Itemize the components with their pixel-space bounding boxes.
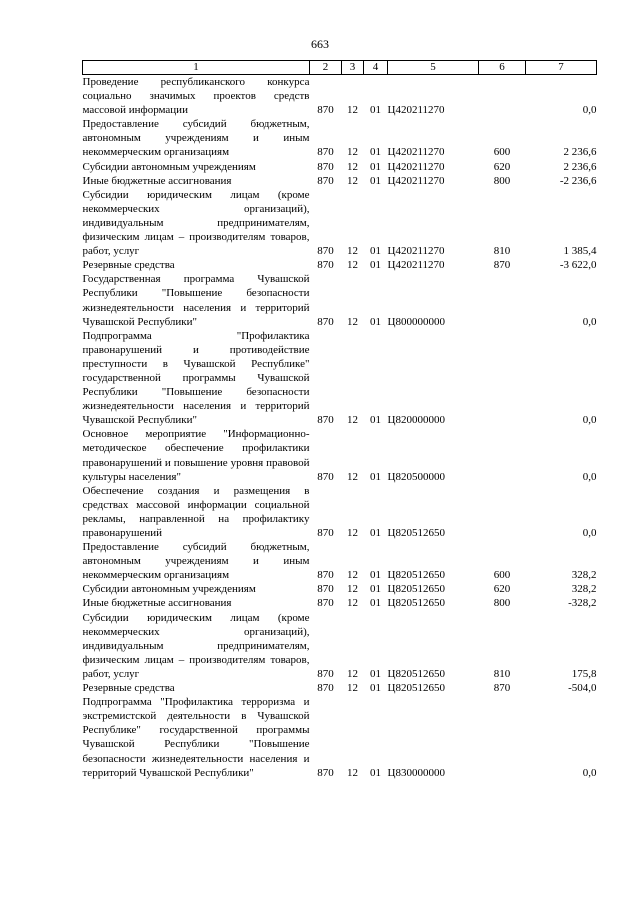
table-row (83, 582, 597, 596)
table-row (83, 611, 597, 681)
row-expense-type: 620 (493, 583, 511, 596)
row-grbs-code: 870 (317, 470, 334, 483)
row-subsection-code: 01 (370, 259, 381, 272)
row-target-article: Ц830000000 (387, 766, 445, 779)
row-description: Предоставление субсидий бюджетным, автономным учреждениям и иным некоммерческим организациям (82, 541, 310, 582)
row-section-code: 12 (347, 766, 358, 779)
row-expense-type (479, 272, 526, 328)
page-number: 663 (311, 37, 329, 51)
row-expense-type (479, 484, 526, 540)
budget-table (82, 60, 597, 780)
row-grbs-code: 870 (317, 583, 334, 596)
row-subsection-code: 01 (370, 527, 381, 539)
column-header-5: 5 (388, 61, 479, 75)
row-grbs-code: 870 (317, 597, 334, 610)
row-expense-type: 600 (493, 569, 511, 582)
table-body (83, 75, 597, 780)
row-amount: -3 622,0 (559, 259, 597, 272)
row-description: Предоставление субсидий бюджетным, автономным учреждениям и иным некоммерческим организациям (82, 118, 310, 159)
table-row (83, 174, 597, 188)
row-description: Резервные средства (82, 682, 175, 695)
table-row (83, 427, 597, 483)
row-grbs-code: 870 (317, 245, 334, 258)
row-description: Субсидии автономным учреждениям (82, 160, 256, 173)
row-subsection-code: 01 (370, 682, 381, 695)
row-section-code: 12 (347, 569, 358, 582)
column-header-2: 2 (310, 61, 342, 75)
row-amount: 328,2 (571, 569, 597, 582)
column-header-4: 4 (364, 61, 388, 75)
row-target-article: Ц420211270 (387, 160, 445, 173)
row-target-article: Ц820512650 (387, 667, 445, 680)
table-row (83, 75, 597, 118)
row-section-code: 12 (347, 245, 358, 258)
row-section-code: 12 (347, 470, 358, 483)
row-section-code: 12 (347, 583, 358, 596)
table-row (83, 188, 597, 258)
table-row (83, 695, 597, 780)
row-section-code: 12 (347, 667, 358, 680)
row-description: Государственная программа Чувашской Республики "Повышение безопасности жизнедеятельности населения и территорий Чувашской Республики" (82, 273, 310, 328)
column-header-6: 6 (479, 61, 526, 75)
row-section-code: 12 (347, 315, 358, 328)
row-section-code: 12 (347, 104, 358, 117)
row-description: Субсидии автономным учреждениям (82, 583, 256, 596)
row-target-article: Ц820512650 (387, 597, 445, 610)
table-row (83, 272, 597, 328)
row-grbs-code: 870 (317, 667, 334, 680)
row-amount: 2 236,6 (563, 146, 597, 159)
row-expense-type: 600 (493, 146, 511, 159)
row-target-article: Ц820512650 (387, 569, 445, 582)
row-subsection-code: 01 (370, 146, 381, 159)
row-expense-type: 870 (493, 259, 511, 272)
row-amount: -504,0 (568, 682, 597, 695)
row-amount: -328,2 (568, 597, 597, 610)
row-subsection-code: 01 (370, 569, 381, 582)
row-amount: 0,0 (582, 414, 597, 427)
row-expense-type: 810 (493, 245, 511, 258)
row-grbs-code: 870 (317, 414, 334, 427)
row-grbs-code: 870 (317, 766, 334, 779)
row-subsection-code: 01 (370, 245, 381, 258)
row-target-article: Ц820512650 (387, 682, 445, 695)
header-row (83, 61, 597, 75)
row-expense-type (479, 75, 526, 118)
row-description: Подпрограмма "Профилактика терроризма и экстремистской деятельности в Чувашской Республике" государственной программы Чувашской Республики "Повышение безопасности жизнедеятельности населения и территорий Чувашской Республики" (82, 696, 310, 779)
row-section-code: 12 (347, 682, 358, 695)
row-expense-type: 800 (493, 597, 511, 610)
row-amount: 0,0 (582, 104, 597, 117)
row-target-article: Ц420211270 (387, 174, 445, 187)
row-expense-type: 800 (493, 174, 511, 187)
row-subsection-code: 01 (370, 667, 381, 680)
row-target-article: Ц420211270 (387, 104, 445, 117)
row-amount: 0,0 (582, 315, 597, 328)
row-target-article: Ц420211270 (387, 259, 445, 272)
row-amount: 1 385,4 (563, 245, 597, 258)
row-section-code: 12 (347, 146, 358, 159)
row-description: Субсидии юридическим лицам (кроме некоммерческих организаций), индивидуальным предпринимателям, физическим лицам – производителям товаров, работ, услуг (82, 188, 310, 258)
row-expense-type: 810 (493, 667, 511, 680)
row-target-article: Ц420211270 (387, 146, 445, 159)
row-amount: -2 236,6 (559, 174, 597, 187)
row-expense-type (479, 329, 526, 428)
table-row (83, 540, 597, 582)
row-amount: 0,0 (582, 470, 597, 483)
row-subsection-code: 01 (370, 104, 381, 117)
row-expense-type (479, 695, 526, 780)
column-header-7: 7 (526, 61, 597, 75)
column-header-3: 3 (342, 61, 364, 75)
row-target-article: Ц820512650 (387, 583, 445, 596)
row-grbs-code: 870 (317, 569, 334, 582)
row-subsection-code: 01 (370, 583, 381, 596)
row-description: Проведение республиканского конкурса социально значимых проектов средств массовой информации (82, 76, 310, 117)
row-grbs-code: 870 (317, 104, 334, 117)
row-section-code: 12 (347, 259, 358, 272)
row-expense-type: 870 (493, 682, 511, 695)
row-amount: 2 236,6 (563, 160, 597, 173)
table-row (83, 681, 597, 695)
row-target-article: Ц820512650 (387, 527, 445, 539)
row-description: Субсидии юридическим лицам (кроме некоммерческих организаций), индивидуальным предпринимателям, физическим лицам – производителям товаров, работ, услуг (82, 611, 310, 680)
row-amount: 0,0 (582, 766, 597, 779)
row-subsection-code: 01 (370, 315, 381, 328)
row-target-article: Ц820500000 (387, 470, 445, 483)
row-grbs-code: 870 (317, 259, 334, 272)
row-grbs-code: 870 (317, 160, 334, 173)
row-amount: 328,2 (571, 583, 597, 596)
column-header-1: 1 (83, 61, 310, 75)
table-row (83, 117, 597, 159)
row-subsection-code: 01 (370, 160, 381, 173)
table-row (83, 596, 597, 610)
row-target-article: Ц420211270 (387, 245, 445, 258)
row-subsection-code: 01 (370, 470, 381, 483)
table-row (83, 160, 597, 174)
row-description: Подпрограмма "Профилактика правонарушений и противодействие преступности в Чувашской Республике" государственной программы Чувашской Республики "Повышение безопасности жизнедеятельности населения и территорий Чувашской Республики" (82, 329, 310, 427)
row-target-article: Ц800000000 (387, 315, 445, 328)
table-row (83, 329, 597, 428)
row-section-code: 12 (347, 174, 358, 187)
row-grbs-code: 870 (317, 527, 334, 539)
row-description: Иные бюджетные ассигнования (82, 597, 232, 610)
table-row (83, 484, 597, 540)
row-section-code: 12 (347, 597, 358, 610)
row-grbs-code: 870 (317, 315, 334, 328)
row-subsection-code: 01 (370, 766, 381, 779)
row-description: Основное мероприятие "Информационно-методическое обеспечение профилактики правонарушений и повышение уровня правовой культуры населения" (82, 428, 310, 483)
row-section-code: 12 (347, 414, 358, 427)
row-amount: 0,0 (582, 527, 597, 539)
row-subsection-code: 01 (370, 414, 381, 427)
row-amount: 175,8 (571, 667, 597, 680)
row-section-code: 12 (347, 160, 358, 173)
row-subsection-code: 01 (370, 174, 381, 187)
row-description: Резервные средства (82, 259, 175, 272)
row-section-code: 12 (347, 527, 358, 539)
row-description: Иные бюджетные ассигнования (82, 174, 232, 187)
row-expense-type: 620 (493, 160, 511, 173)
row-grbs-code: 870 (317, 682, 334, 695)
row-description: Обеспечение создания и размещения в средствах массовой информации социальной рекламы, направленной на профилактику правонарушений (82, 484, 310, 539)
row-grbs-code: 870 (317, 146, 334, 159)
row-subsection-code: 01 (370, 597, 381, 610)
row-expense-type (479, 427, 526, 483)
row-target-article: Ц820000000 (387, 414, 445, 427)
row-grbs-code: 870 (317, 174, 334, 187)
table-row (83, 258, 597, 272)
